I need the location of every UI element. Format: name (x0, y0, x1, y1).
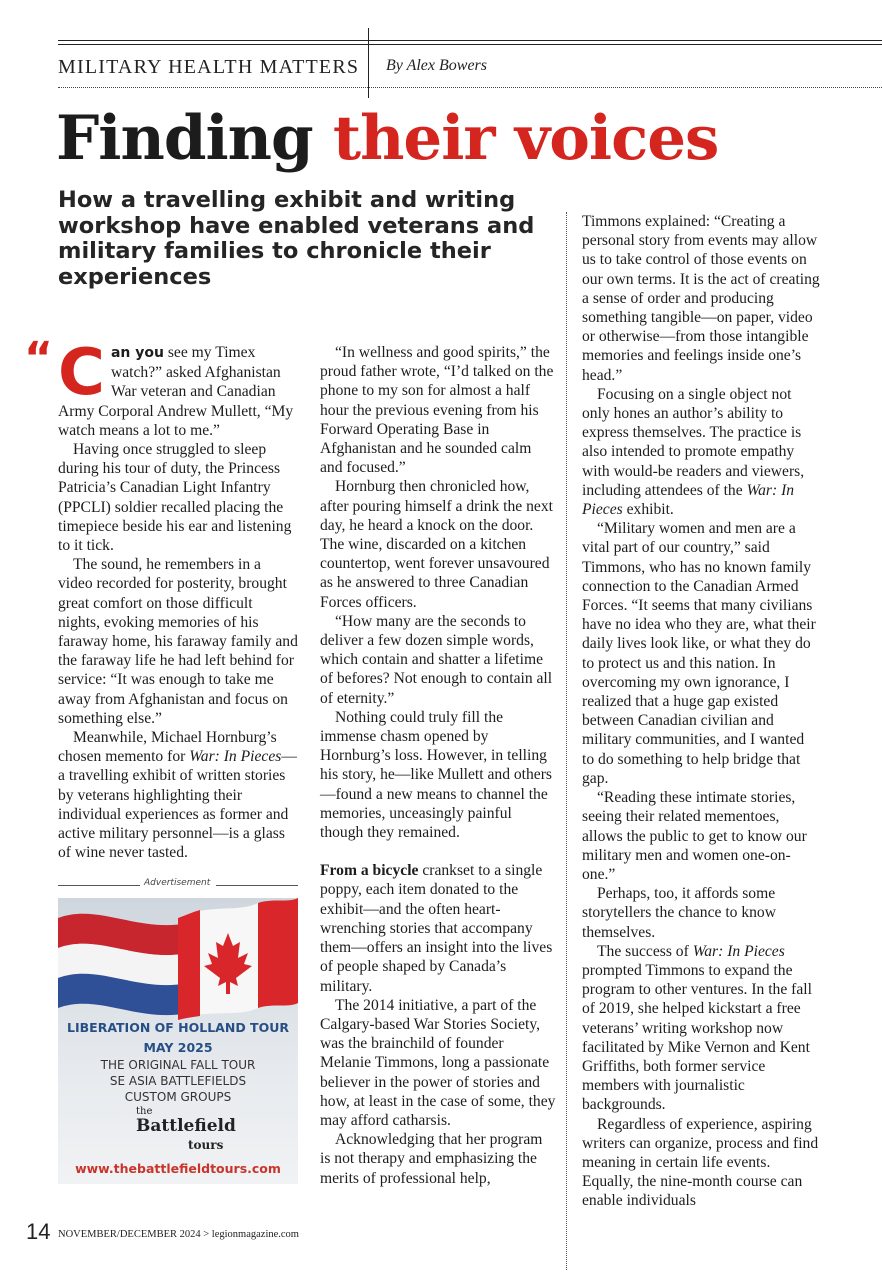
header-top-rule (58, 40, 882, 45)
page-number: 14 (26, 1219, 51, 1244)
paragraph-text: Focusing on a single object not only hones an author’s ability to express themselves. The practice is also intended to promote empathy with would-be readers and viewers, including attendees of the (582, 385, 805, 499)
column-separator (566, 212, 567, 1270)
ad-line: SE ASIA BATTLEFIELDS (109, 1074, 247, 1088)
paragraph: “Military women and men are a vital part of our country,” said Timmons, who has no known family connection to the Canadian Armed Forces. “It seems that many civilians have no idea who they are, what their daily lives look like, or what they do to protect us and this nation. In overcoming my own ignorance, I realized that a huge gap existed between Canadian civilian and military communities, and I wanted to do something to help bridge that gap. (582, 520, 816, 787)
headline (56, 104, 718, 174)
ad-logo-the: the (136, 1106, 153, 1117)
paragraph: Acknowledging that her program is not therapy and emphasizing the merits of professional help, (320, 1131, 543, 1187)
ad-headline: LIBERATION OF HOLLAND TOUR (67, 1020, 289, 1035)
headline-part2: their voices (332, 103, 719, 174)
paragraph-text: prompted Timmons to expand the program to other ventures. In the fall of 2019, she helped kickstart a free veterans’ writing workshop now facilitated by Mike Vernon and Kent Griffiths, both former service members with journalistic backgrounds. (582, 961, 812, 1114)
ad-line: THE ORIGINAL FALL TOUR (100, 1058, 256, 1072)
paragraph-text: crankset to a single poppy, each item donated to the exhibit—and the often heart-wrenching stories that accompany them—offers an insight into the lives of people shaped by Canada’s military. (320, 862, 553, 995)
exhibit-title: War: In Pieces (189, 748, 282, 766)
deck: How a travelling exhibit and writing workshop have enabled veterans and military families to chronicle their experiences (58, 187, 535, 290)
ad-label: Advertisement (140, 878, 214, 888)
paragraph (582, 942, 820, 1115)
pull-quote-mark: “ (24, 333, 53, 384)
paragraph: Perhaps, too, it affords some storytellers the chance to know themselves. (582, 885, 776, 941)
paragraph-text: —a travelling exhibit of written stories by veterans highlighting their individual experiences as former and active military personnel—is a glass of wine never tasted. (58, 748, 297, 862)
paragraph-text: Meanwhile, Michael Hornburg’s chosen memento for (58, 729, 277, 766)
article-column-3 (582, 212, 820, 1211)
byline: By Alex Bowers (386, 57, 488, 74)
ad-rule-left (58, 885, 140, 886)
article-column-1 (58, 336, 298, 862)
ad-date: MAY 2025 (143, 1040, 213, 1055)
lead-in: an you (110, 345, 164, 361)
advertisement[interactable] (58, 898, 298, 1184)
footer-text: NOVEMBER/DECEMBER 2024 > legionmagazine.com (58, 1229, 299, 1240)
paragraph-text: exhibit. (622, 501, 674, 519)
paragraph: The 2014 initiative, a part of the Calgary-based War Stories Society, was the brainchild of founder Melanie Timmons, long a passionate believer in the power of stories and how, at least in the case of some, they may afford catharsis. (320, 996, 556, 1129)
ad-url-link[interactable]: www.thebattlefieldtours.com (75, 1161, 281, 1176)
paragraph (320, 861, 556, 995)
drop-cap: C (58, 336, 105, 410)
ad-logo-name: Battlefield (136, 1116, 236, 1136)
paragraph: Nothing could truly fill the immense chasm opened by Hornburg’s loss. However, in telling his story, he—like Mullett and others—found a new means to channel the memories, unceasingly painful though they remained. (320, 708, 552, 842)
paragraph (58, 336, 298, 440)
paragraph: “How many are the seconds to deliver a few dozen simple words, which contain and shatter a lifetime of befores? Not enough to contain all of eternity.” (320, 612, 553, 707)
header-dotted-rule (58, 87, 882, 88)
article-column-2 (320, 343, 556, 1188)
paragraph: Hornburg then chronicled how, after pouring himself a drink the next day, he heard a knock on the door. The wine, discarded on a kitchen countertop, went forever unsavoured as he answered to three Canadian Forces officers. (320, 478, 553, 611)
paragraph-text: see my Timex watch?” asked Afghanistan War veteran and Canadian Army Corporal Andrew Mullett, “My watch means a lot to me.” (58, 344, 294, 439)
flags-illustration (58, 898, 298, 1028)
paragraph: The sound, he remembers in a video recorded for posterity, brought great comfort on those difficult nights, evoking memories of his faraway home, his faraway family and the faraway life he had left behind for service: “It was enough to take me away from Afghanistan and focus on something else.” (58, 556, 298, 727)
headline-part1: Finding (56, 103, 333, 174)
paragraph: “In wellness and good spirits,” the proud father wrote, “I’d talked on the phone to my son for almost a half hour the previous evening from his Forward Operating Base in Afghanistan and he sounded calm and focused.” (320, 344, 554, 477)
ad-rule-right (216, 885, 298, 886)
paragraph-text: The success of (597, 942, 693, 960)
ad-logo-tours: tours (188, 1138, 224, 1152)
exhibit-title: War: In Pieces (582, 481, 795, 519)
exhibit-title: War: In Pieces (692, 942, 785, 960)
paragraph (58, 728, 298, 862)
paragraph: Having once struggled to sleep during his tour of duty, the Princess Patricia’s Canadian Light Infantry (PPCLI) soldier recalled placing the timepiece beside his ear and listening to it tick. (58, 441, 292, 555)
section-lead-in: From a bicycle (320, 862, 419, 880)
ad-line: CUSTOM GROUPS (124, 1090, 232, 1104)
paragraph: Timmons explained: “Creating a personal story from events may allow us to take control of those events on our own terms. It is the act of creating a sense of order and producing something tangible—on paper, video or otherwise—from those intangible memories and feelings inside one’s head.” (582, 213, 820, 384)
section-label: MILITARY HEALTH MATTERS (58, 56, 360, 78)
paragraph: Regardless of experience, aspiring writers can organize, process and find meaning in certain life events. Equally, the nine-month course can enable individuals (582, 1115, 819, 1210)
paragraph (582, 385, 820, 519)
paragraph: “Reading these intimate stories, seeing their related mementoes, allows the public to get to know our military men and women one-on-one.” (582, 789, 807, 883)
